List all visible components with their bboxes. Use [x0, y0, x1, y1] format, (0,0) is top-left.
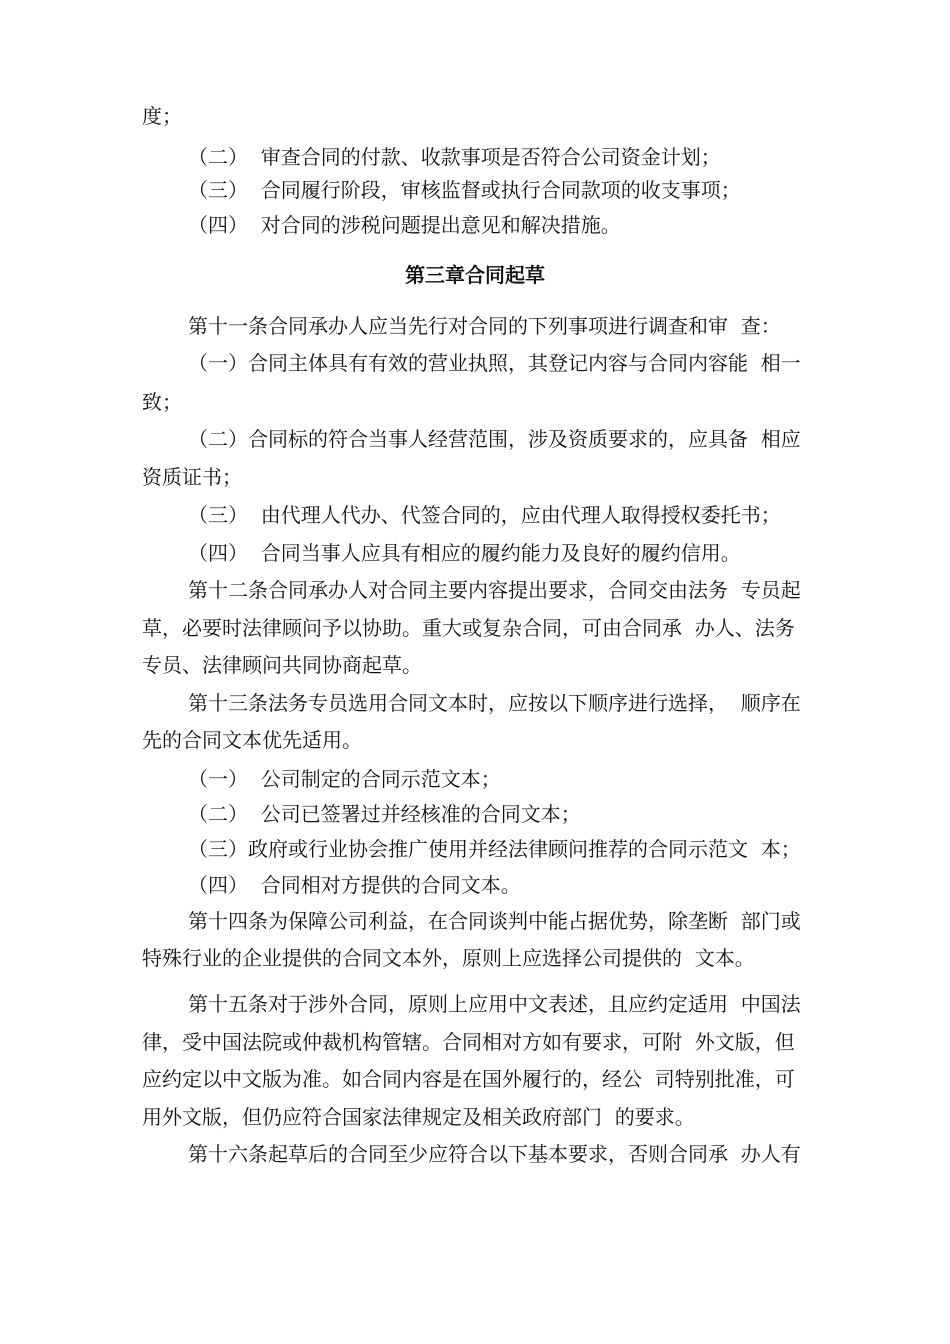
article-12-line: 草，必要时法律顾问予以协助。重大或复杂合同，可由合同承 办人、法务: [142, 616, 795, 640]
article-14-line: 特殊行业的企业提供的合同文本外，原则上应选择公司提供的 文本。: [142, 946, 755, 970]
list-item: （一）合同主体具有有效的营业执照，其登记内容与合同内容能 相一: [188, 351, 801, 375]
list-item-continuation: 资质证书；: [142, 465, 242, 489]
list-item-continuation: 致；: [142, 390, 182, 414]
list-item: （二） 公司已签署过并经核准的合同文本；: [188, 802, 581, 826]
list-item: （四） 合同当事人应具有相应的履约能力及良好的履约信用。: [188, 541, 741, 565]
chapter-title: 第三章合同起草: [405, 263, 545, 287]
article-15-line: 律，受中国法院或仲裁机构管辖。合同相对方如有要求，可附 外文版，但: [142, 1030, 795, 1054]
list-item: （一） 公司制定的合同示范文本；: [188, 767, 501, 791]
article-16-line: 第十六条起草后的合同至少应符合以下基本要求，否则合同承 办人有: [188, 1142, 801, 1166]
article-13-lead: 第十三条法务专员选用合同文本时，应按以下顺序进行选择， 顺序在: [188, 691, 801, 715]
article-15-line: 应约定以中文版为准。如合同内容是在国外履行的，经公 司特别批准，可: [142, 1067, 795, 1091]
list-item: （四） 对合同的涉税问题提出意见和解决措施。: [188, 213, 621, 237]
list-item: （二） 审查合同的付款、收款事项是否符合公司资金计划；: [188, 145, 721, 169]
article-13-lead: 先的合同文本优先适用。: [142, 728, 362, 752]
article-15-line: 用外文版，但仍应符合国家法律规定及相关政府部门 的要求。: [142, 1105, 695, 1129]
list-item: （二）合同标的符合当事人经营范围，涉及资质要求的，应具备 相应: [188, 427, 801, 451]
list-item: （三）政府或行业协会推广使用并经法律顾问推荐的合同示范文 本；: [188, 837, 801, 861]
article-11-lead: 第十一条合同承办人应当先行对合同的下列事项进行调查和审 查：: [188, 314, 781, 338]
article-12-line: 第十二条合同承办人对合同主要内容提出要求，合同交由法务 专员起: [188, 578, 801, 602]
article-14-line: 第十四条为保障公司利益，在合同谈判中能占据优势，除垄断 部门或: [188, 909, 801, 933]
list-item: （三） 由代理人代办、代签合同的，应由代理人取得授权委托书；: [188, 503, 781, 527]
list-item: （四） 合同相对方提供的合同文本。: [188, 873, 521, 897]
intro-tail-text: 度；: [142, 104, 182, 128]
article-12-line: 专员、法律顾问共同协商起草。: [142, 653, 422, 677]
article-15-line: 第十五条对于涉外合同，原则上应用中文表述，且应约定适用 中国法: [188, 992, 801, 1016]
list-item: （三） 合同履行阶段，审核监督或执行合同款项的收支事项；: [188, 178, 741, 202]
